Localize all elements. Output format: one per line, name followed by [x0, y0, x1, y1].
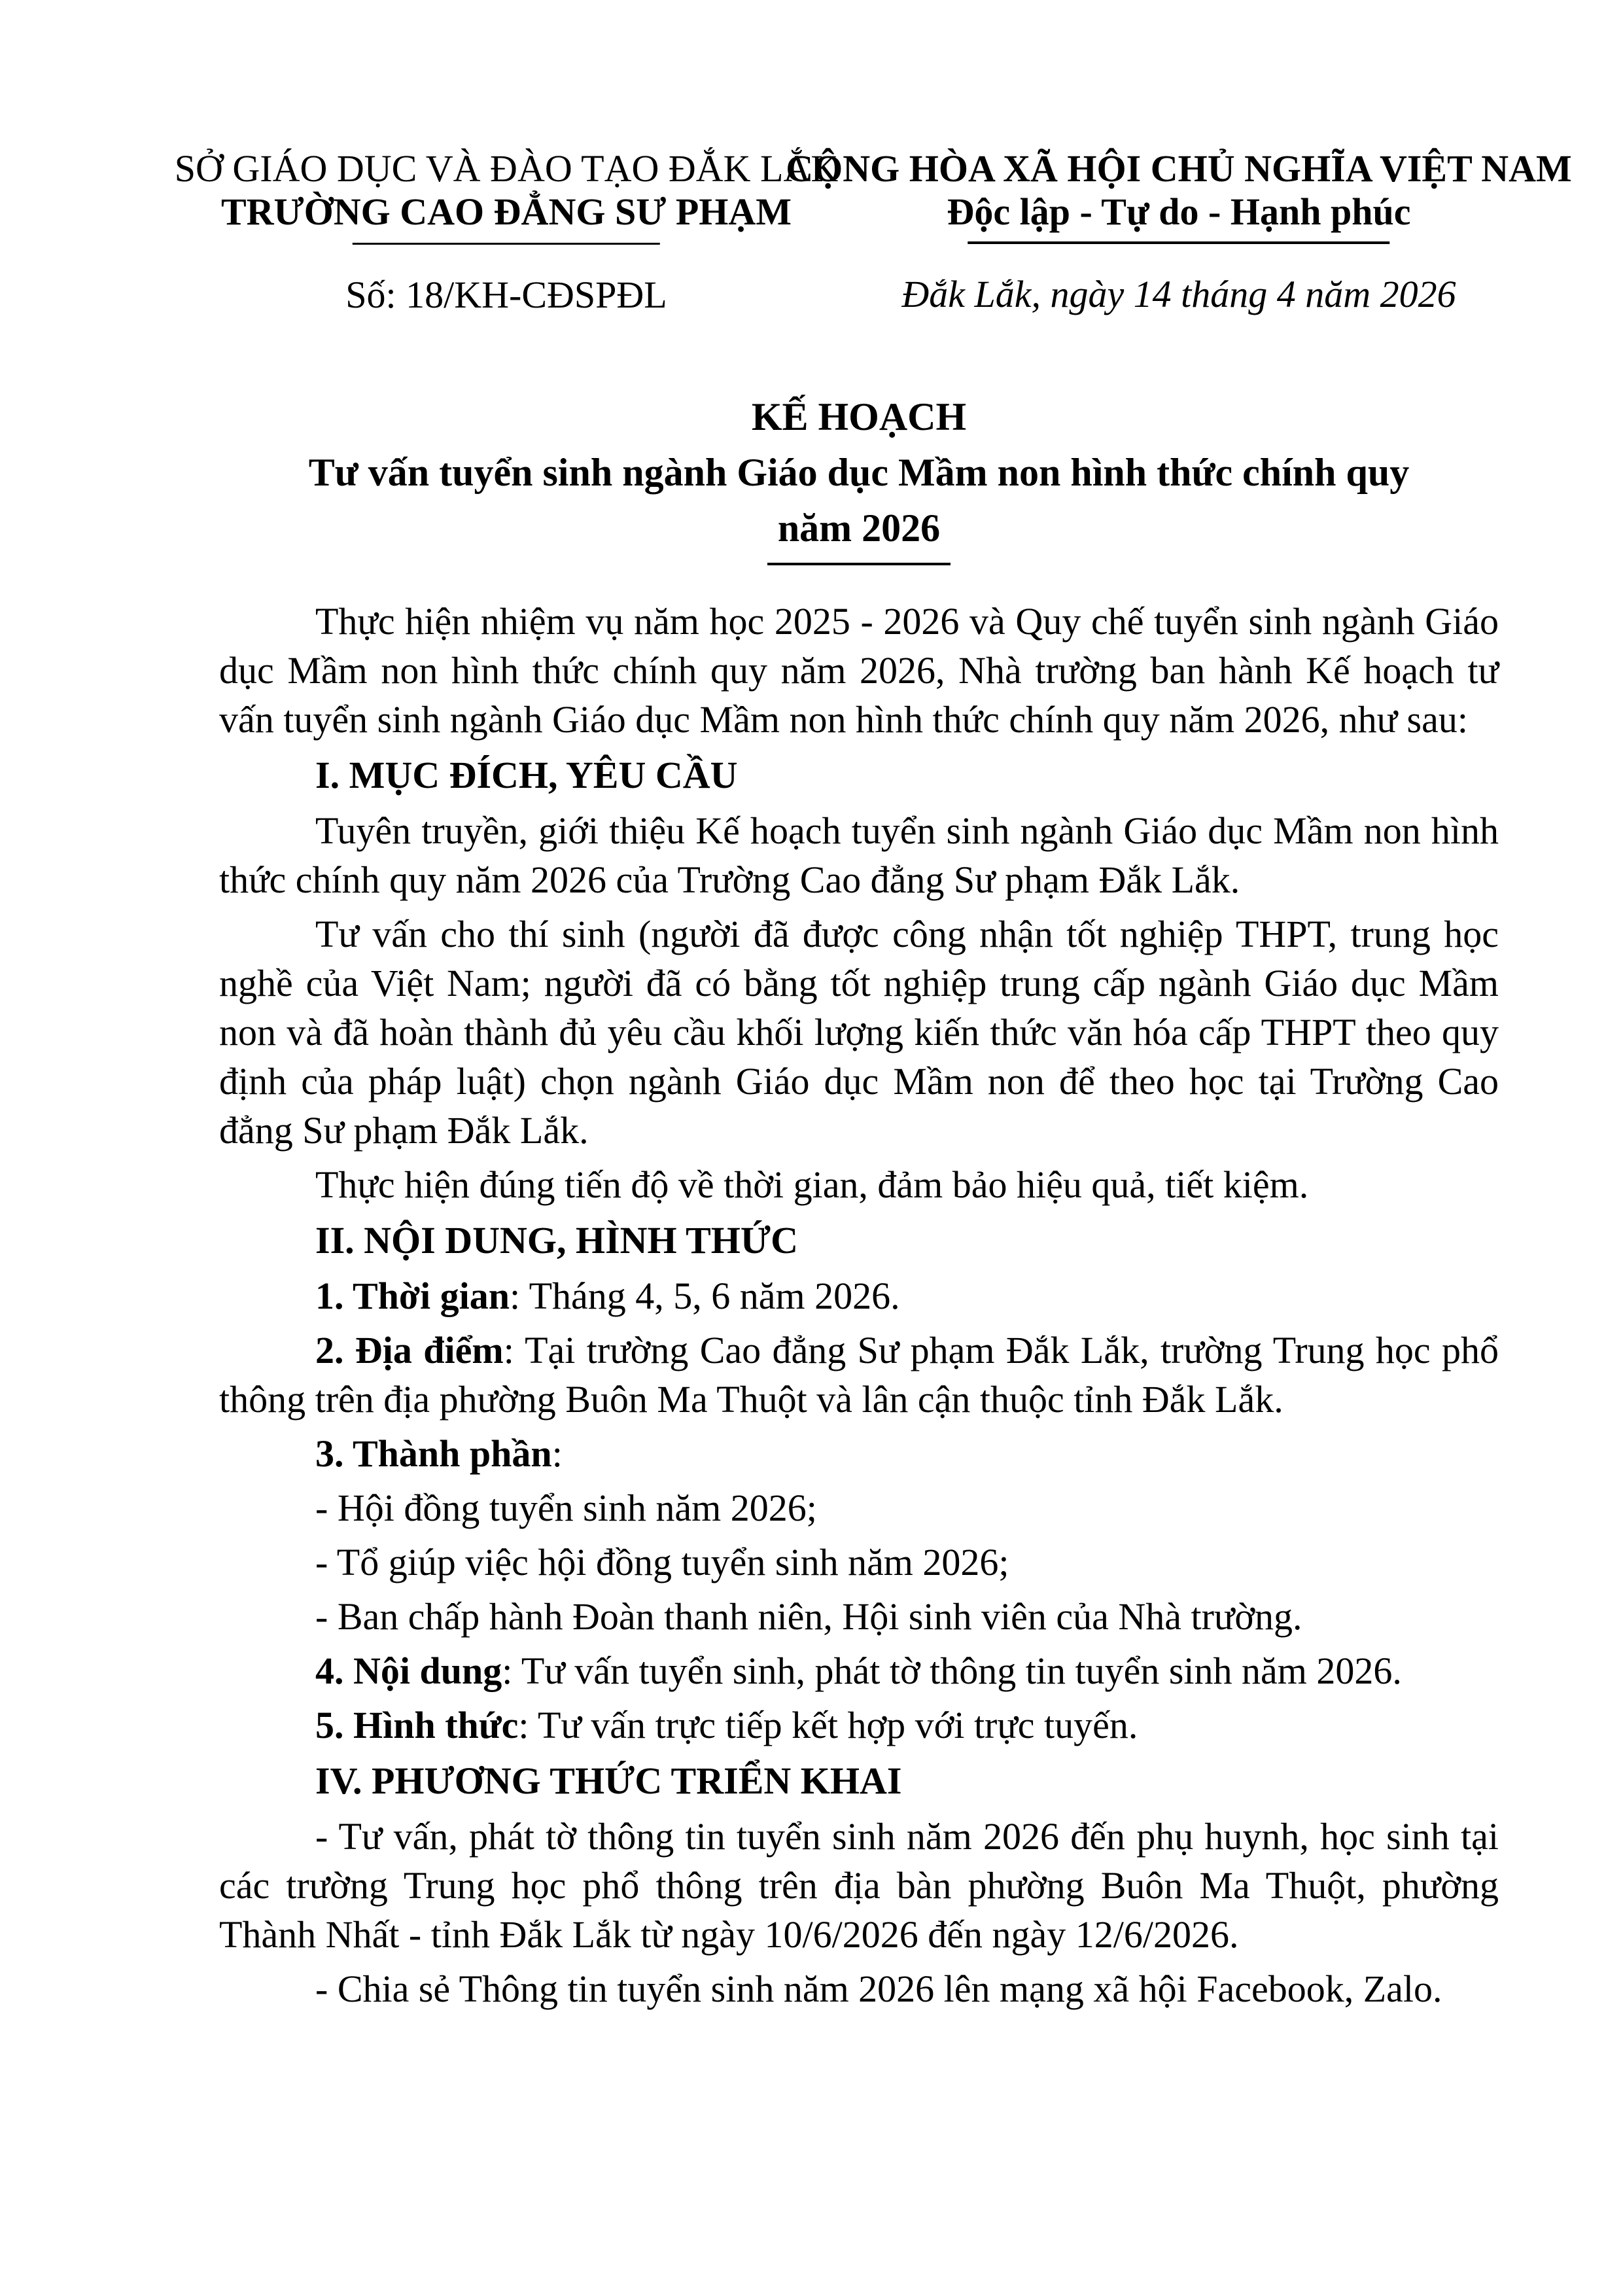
item-text: : Tại trường Cao đẳng Sư phạm Đắk Lắk, trường Trung học phổ thông trên địa phường Buôn Ma Thuột và lân cận thuộc tỉnh Đắk Lắk. [219, 1329, 1499, 1421]
labeled-paragraph [219, 1429, 1499, 1478]
national-motto: Độc lập - Tự do - Hạnh phúc [947, 190, 1411, 233]
document-body [219, 597, 1499, 2013]
item-label: 2. Địa điểm [315, 1329, 504, 1371]
section-heading-ii: II. NỘI DUNG, HÌNH THỨC [315, 1219, 798, 1262]
dash-item: - Tổ giúp việc hội đồng tuyển sinh năm 2026; [315, 1541, 1009, 1583]
document-title-year: năm 2026 [777, 506, 941, 550]
org-name-underline [353, 243, 660, 245]
paragraph: Thực hiện đúng tiến độ về thời gian, đảm bảo hiệu quả, tiết kiệm. [315, 1163, 1309, 1206]
motto-underline [968, 241, 1390, 244]
place-and-date: Đắk Lắk, ngày 14 tháng 4 năm 2026 [901, 273, 1456, 315]
section-heading-iv: IV. PHƯƠNG THỨC TRIỂN KHAI [315, 1759, 902, 1802]
labeled-paragraph [219, 1646, 1499, 1695]
labeled-paragraph [219, 1701, 1499, 1750]
item-text: : Tư vấn tuyển sinh, phát tờ thông tin tuyển sinh năm 2026. [502, 1650, 1402, 1692]
issuing-org-block [175, 147, 838, 317]
document-title: KẾ HOẠCH [751, 395, 967, 438]
item-text: : [551, 1432, 563, 1475]
title-underline [767, 563, 951, 565]
dash-item: - Chia sẻ Thông tin tuyển sinh năm 2026 lên mạng xã hội Facebook, Zalo. [315, 1968, 1442, 2010]
item-label: 4. Nội dung [315, 1650, 502, 1692]
paragraph: Thực hiện nhiệm vụ năm học 2025 - 2026 và Quy chế tuyển sinh ngành Giáo dục Mầm non hình thức chính quy năm 2026, Nhà trường ban hành Kế hoạch tư vấn tuyển sinh ngành Giáo dục Mầm non hình thức chính quy năm 2026, như sau: [219, 600, 1499, 741]
labeled-paragraph [219, 1326, 1499, 1424]
national-header-block [786, 147, 1572, 316]
item-text: : Tư vấn trực tiếp kết hợp với trực tuyến. [518, 1704, 1138, 1746]
paragraph: Tuyên truyền, giới thiệu Kế hoạch tuyển sinh ngành Giáo dục Mầm non hình thức chính quy năm 2026 của Trường Cao đẳng Sư phạm Đắk Lắk. [219, 809, 1499, 901]
document-subtitle: Tư vấn tuyển sinh ngành Giáo dục Mầm non hình thức chính quy [308, 451, 1410, 494]
section-heading-i: I. MỤC ĐÍCH, YÊU CẦU [315, 754, 738, 796]
document-number: Số: 18/KH-CĐSPĐL [345, 274, 667, 316]
document-header [0, 147, 1623, 316]
dash-item: - Ban chấp hành Đoàn thanh niên, Hội sinh viên của Nhà trường. [315, 1595, 1302, 1638]
labeled-paragraph [219, 1271, 1499, 1320]
dash-item: - Hội đồng tuyển sinh năm 2026; [315, 1487, 817, 1529]
item-label: 1. Thời gian [315, 1275, 510, 1317]
item-label: 5. Hình thức [315, 1704, 519, 1746]
document-title-block [219, 389, 1499, 565]
national-name: CỘNG HÒA XÃ HỘI CHỦ NGHĨA VIỆT NAM [786, 147, 1572, 190]
item-text: : Tháng 4, 5, 6 năm 2026. [510, 1275, 900, 1317]
org-parent-name: SỞ GIÁO DỤC VÀ ĐÀO TẠO ĐẮK LẮK [174, 147, 839, 190]
dash-item: - Tư vấn, phát tờ thông tin tuyển sinh năm 2026 đến phụ huynh, học sinh tại các trường Trung học phổ thông trên địa bàn phường Buôn Ma Thuột, phường Thành Nhất - tỉnh Đắk Lắk từ ngày 10/6/2026 đến ngày 12/6/2026. [219, 1815, 1499, 1956]
item-label: 3. Thành phần [315, 1432, 552, 1475]
org-name: TRƯỜNG CAO ĐẲNG SƯ PHẠM [220, 190, 792, 233]
paragraph: Tư vấn cho thí sinh (người đã được công nhận tốt nghiệp THPT, trung học nghề của Việt Nam; người đã có bằng tốt nghiệp trung cấp ngành Giáo dục Mầm non và đã hoàn thành đủ yêu cầu khối lượng kiến thức văn hóa cấp THPT theo quy định của pháp luật) chọn ngành Giáo dục Mầm non để theo học tại Trường Cao đẳng Sư phạm Đắk Lắk. [219, 913, 1499, 1152]
